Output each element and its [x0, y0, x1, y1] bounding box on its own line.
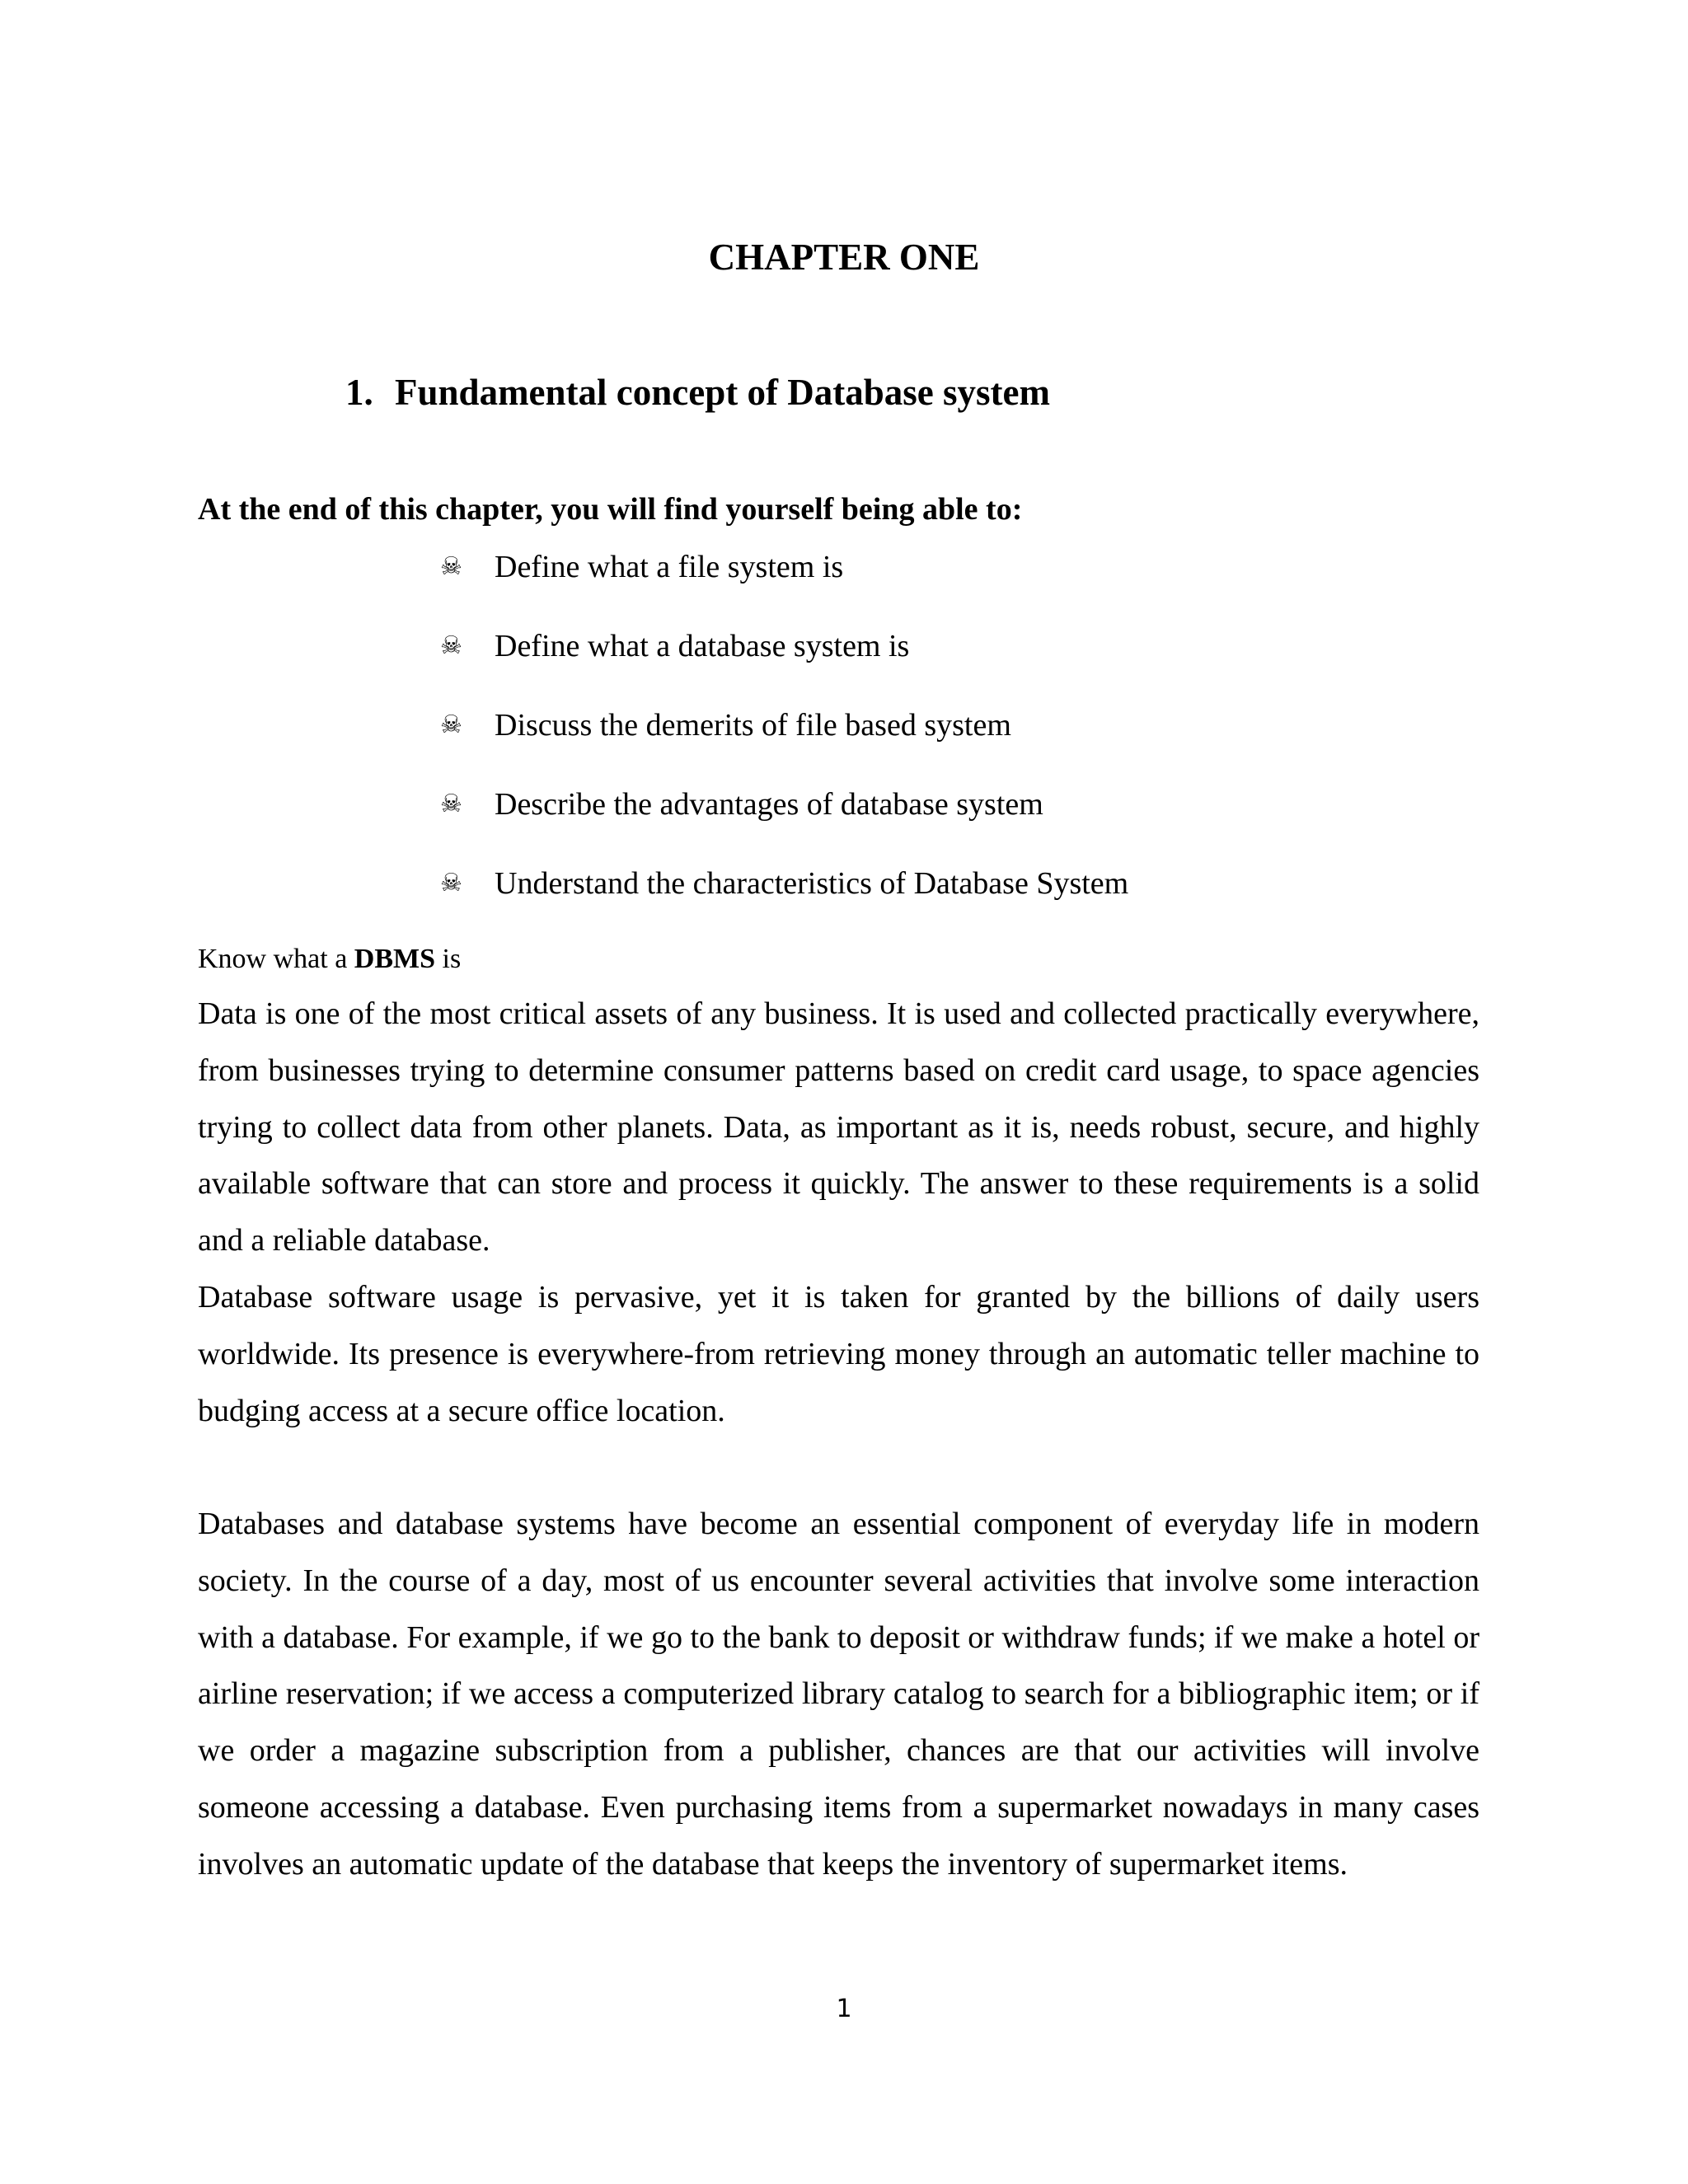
- section-number: 1.: [345, 372, 373, 413]
- know-dbms-line: [198, 940, 461, 979]
- objective-item: [440, 780, 1128, 859]
- chapter-title: CHAPTER ONE: [708, 237, 980, 278]
- objective-text: Discuss the demerits of file based system: [495, 708, 1011, 743]
- page-number: 1: [836, 1994, 852, 2023]
- objectives-list: [440, 542, 1128, 938]
- skull-bullet-icon: ☠: [440, 710, 462, 739]
- body-paragraph: Database software usage is pervasive, yet it is taken for granted by the billions of daily users worldwide. Its presence is everywhere-from retrieving money through an automatic teller machine to budging access at a secure office location.: [198, 1280, 1479, 1428]
- objective-text: Define what a file system is: [495, 550, 844, 584]
- know-line-suffix: is: [435, 944, 462, 974]
- objective-text: Describe the advantages of database system: [495, 787, 1043, 822]
- section-heading: [345, 368, 1050, 417]
- body-paragraph: Databases and database systems have become an essential component of everyday life in modern society. In the course of a day, most of us encounter several activities that involve some interaction with a database. For example, if we go to the bank to deposit or withdraw funds; if we make a hotel or airline reservation; if we access a computerized library catalog to search for a bibliographic item; or if we order a magazine subscription from a publisher, chances are that our activities will involve someone accessing a database. Even purchasing items from a supermarket nowadays in many cases involves an automatic update of the database that keeps the inventory of supermarket items.: [198, 1507, 1479, 1882]
- skull-bullet-icon: ☠: [440, 790, 462, 818]
- body-paragraph: Data is one of the most critical assets of any business. It is used and collected practically everywhere, from businesses trying to determine consumer patterns based on credit card usage, to space agencies trying to collect data from other planets. Data, as important as it is, needs robust, secure, and highly available software that can store and process it quickly. The answer to these requirements is a solid and a reliable database.: [198, 996, 1479, 1258]
- section-title: Fundamental concept of Database system: [395, 372, 1050, 413]
- objective-item: [440, 859, 1128, 938]
- know-line-prefix: Know what a: [198, 944, 354, 974]
- objective-text: Define what a database system is: [495, 629, 910, 663]
- skull-bullet-icon: ☠: [440, 552, 462, 581]
- objectives-intro: At the end of this chapter, you will find yourself being able to:: [198, 492, 1023, 527]
- skull-bullet-icon: ☠: [440, 631, 462, 660]
- objective-item: [440, 542, 1128, 621]
- objective-text: Understand the characteristics of Database System: [495, 866, 1129, 901]
- objective-item: [440, 621, 1128, 701]
- objective-item: [440, 701, 1128, 780]
- skull-bullet-icon: ☠: [440, 869, 462, 898]
- know-line-bold: DBMS: [354, 944, 436, 974]
